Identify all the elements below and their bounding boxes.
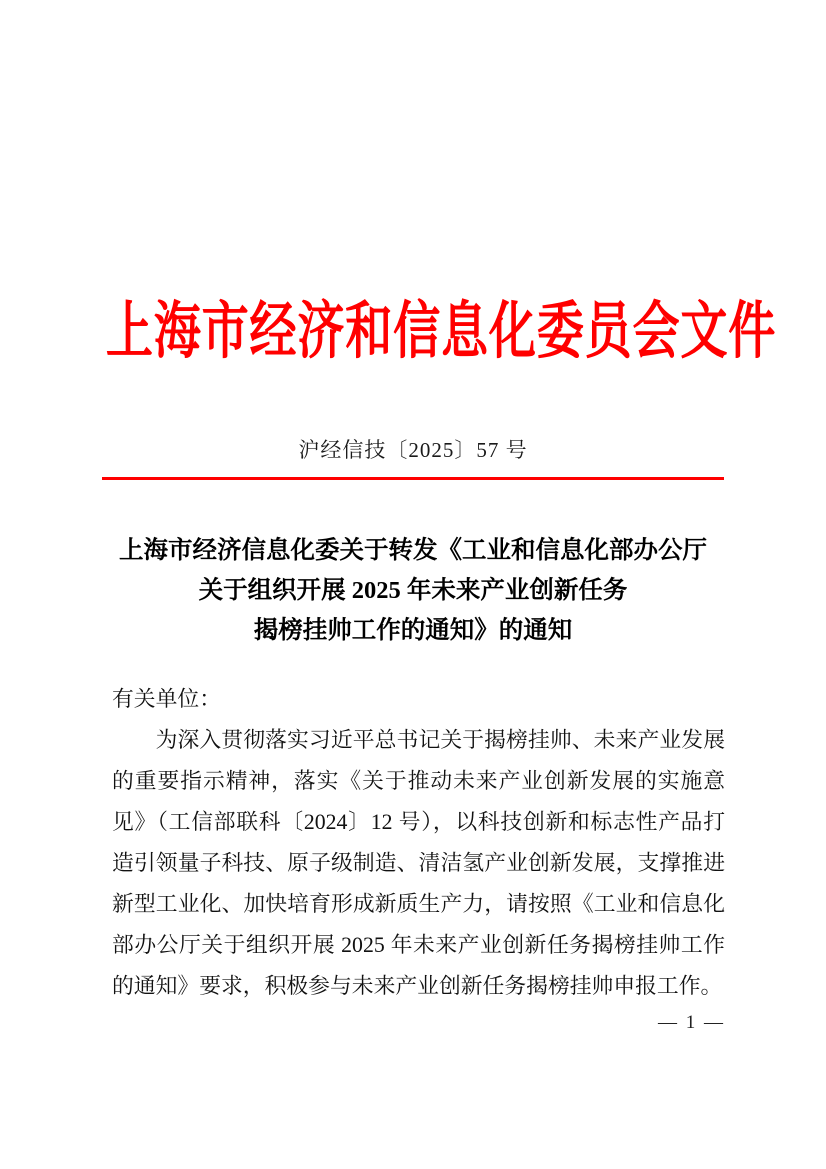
title-line-3: 揭榜挂帅工作的通知》的通知	[253, 617, 573, 644]
body-text-block	[112, 679, 725, 1007]
body-paragraph: 为深入贯彻落实习近平总书记关于揭榜挂帅、未来产业发展的重要指示精神，落实《关于推动未来产业创新发展的实施意见》（工信部联科〔2024〕12 号），以科技创新和标志性产品打造引领量子科技、原子级制造、清洁氢产业创新发展，支撑推进新型工业化、加快培育形成新质生产力，请按照《工业和信息化部办公厅关于组织开展 2025 年未来产业创新任务揭榜挂帅工作的通知》要求，积极参与未来产业创新任务揭榜挂帅申报工作。	[112, 728, 725, 998]
document-number: 沪经信技〔2025〕57 号	[298, 438, 528, 462]
page-number: — 1 —	[658, 1012, 725, 1033]
letterhead-title-text: 上海市经济和信息化委员会文件	[105, 298, 777, 366]
document-title	[0, 531, 826, 651]
title-line-2: 关于组织开展 2025 年未来产业创新任务	[198, 577, 628, 604]
red-divider-rule	[102, 477, 724, 480]
letterhead-title	[0, 294, 826, 370]
title-line-1: 上海市经济信息化委关于转发《工业和信息化部办公厅	[119, 537, 707, 564]
salutation: 有关单位：	[112, 687, 221, 711]
